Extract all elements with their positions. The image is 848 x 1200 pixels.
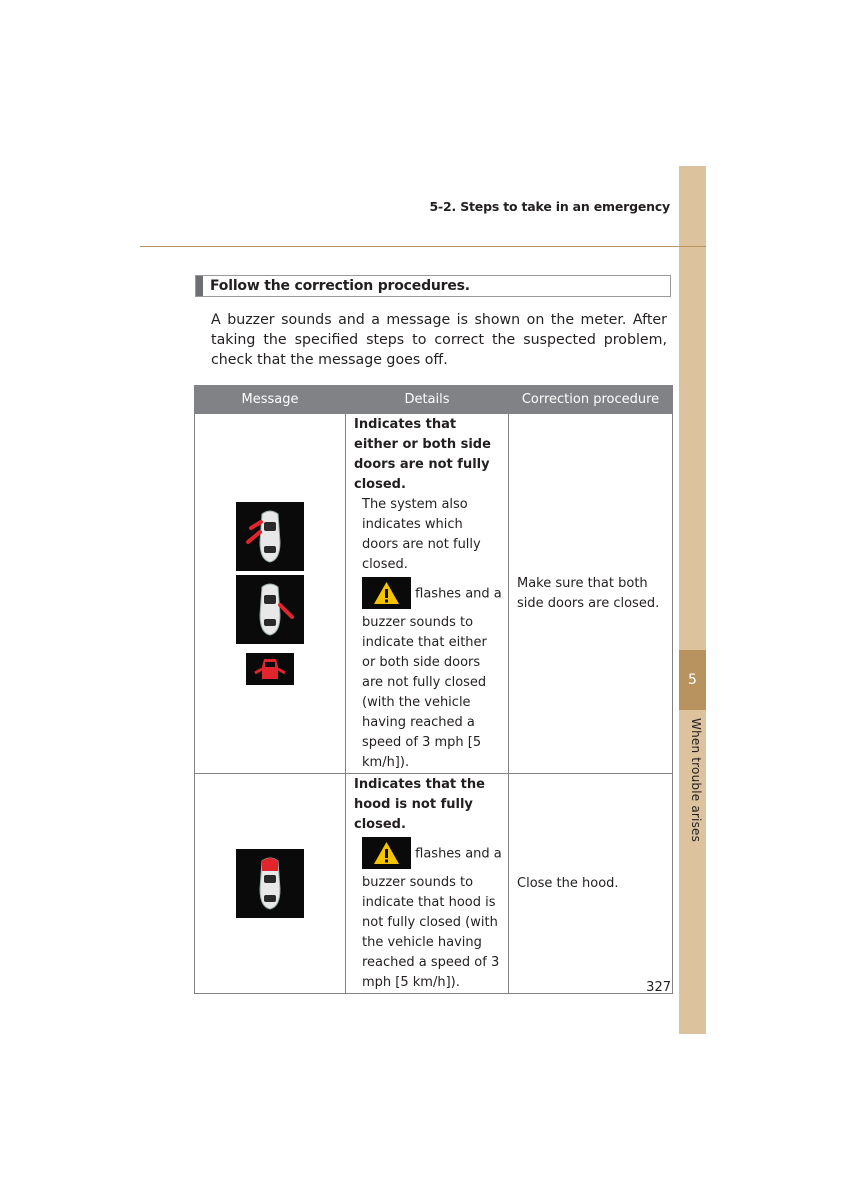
details-cell: [346, 774, 509, 994]
detail-heading: Indicates that either or both side doors are not fully closed.: [354, 417, 491, 492]
header-message: Message: [195, 386, 346, 414]
warning-triangle-icon: [362, 837, 411, 869]
header-correction: Correction procedure: [509, 386, 673, 414]
car-hood-open-icon: [236, 849, 304, 918]
car-door-right-open-icon: [236, 575, 304, 644]
chapter-number: 5: [679, 650, 706, 710]
page-number: 327: [646, 980, 671, 995]
warning-triangle-icon: [362, 577, 411, 609]
table-row: [195, 414, 673, 774]
car-door-left-open-icon: [236, 502, 304, 571]
message-cell: [195, 774, 346, 994]
chapter-label: When trouble arises: [689, 718, 703, 843]
header-rule: [140, 246, 706, 247]
correction-cell: Make sure that both side doors are closed.: [509, 414, 673, 774]
detail-warning-body: flashes and a buzzer sounds to indicate that hood is not fully closed (with the vehicle having reached a speed of 3 mph [5 km/h]).: [362, 846, 502, 990]
sub-heading-text: Follow the correction procedures.: [210, 278, 470, 294]
chapter-side-tab: [679, 166, 706, 1034]
table-header-row: [195, 386, 673, 414]
detail-warning-text: [354, 575, 502, 773]
detail-warning-body: flashes and a buzzer sounds to indicate that either or both side doors are not fully closed (with the vehicle having reached a speed of 3 mph [5 km/h]).: [362, 586, 502, 770]
sub-heading: [195, 275, 671, 297]
sub-heading-marker: [196, 276, 203, 296]
correction-cell: Close the hood.: [509, 774, 673, 994]
detail-heading: Indicates that the hood is not fully closed.: [354, 777, 485, 832]
header-details: Details: [346, 386, 509, 414]
message-cell: [195, 414, 346, 774]
detail-warning-text: [354, 835, 502, 993]
procedure-table: [194, 385, 673, 994]
table-row: [195, 774, 673, 994]
intro-paragraph: A buzzer sounds and a message is shown on the meter. After taking the specified steps to correct the suspected problem, check that the message goes off.: [211, 312, 667, 368]
detail-text: The system also indicates which doors are not fully closed.: [362, 497, 481, 572]
door-open-warning-icon: [246, 653, 294, 685]
details-cell: [346, 414, 509, 774]
section-title: 5-2. Steps to take in an emergency: [429, 199, 670, 214]
